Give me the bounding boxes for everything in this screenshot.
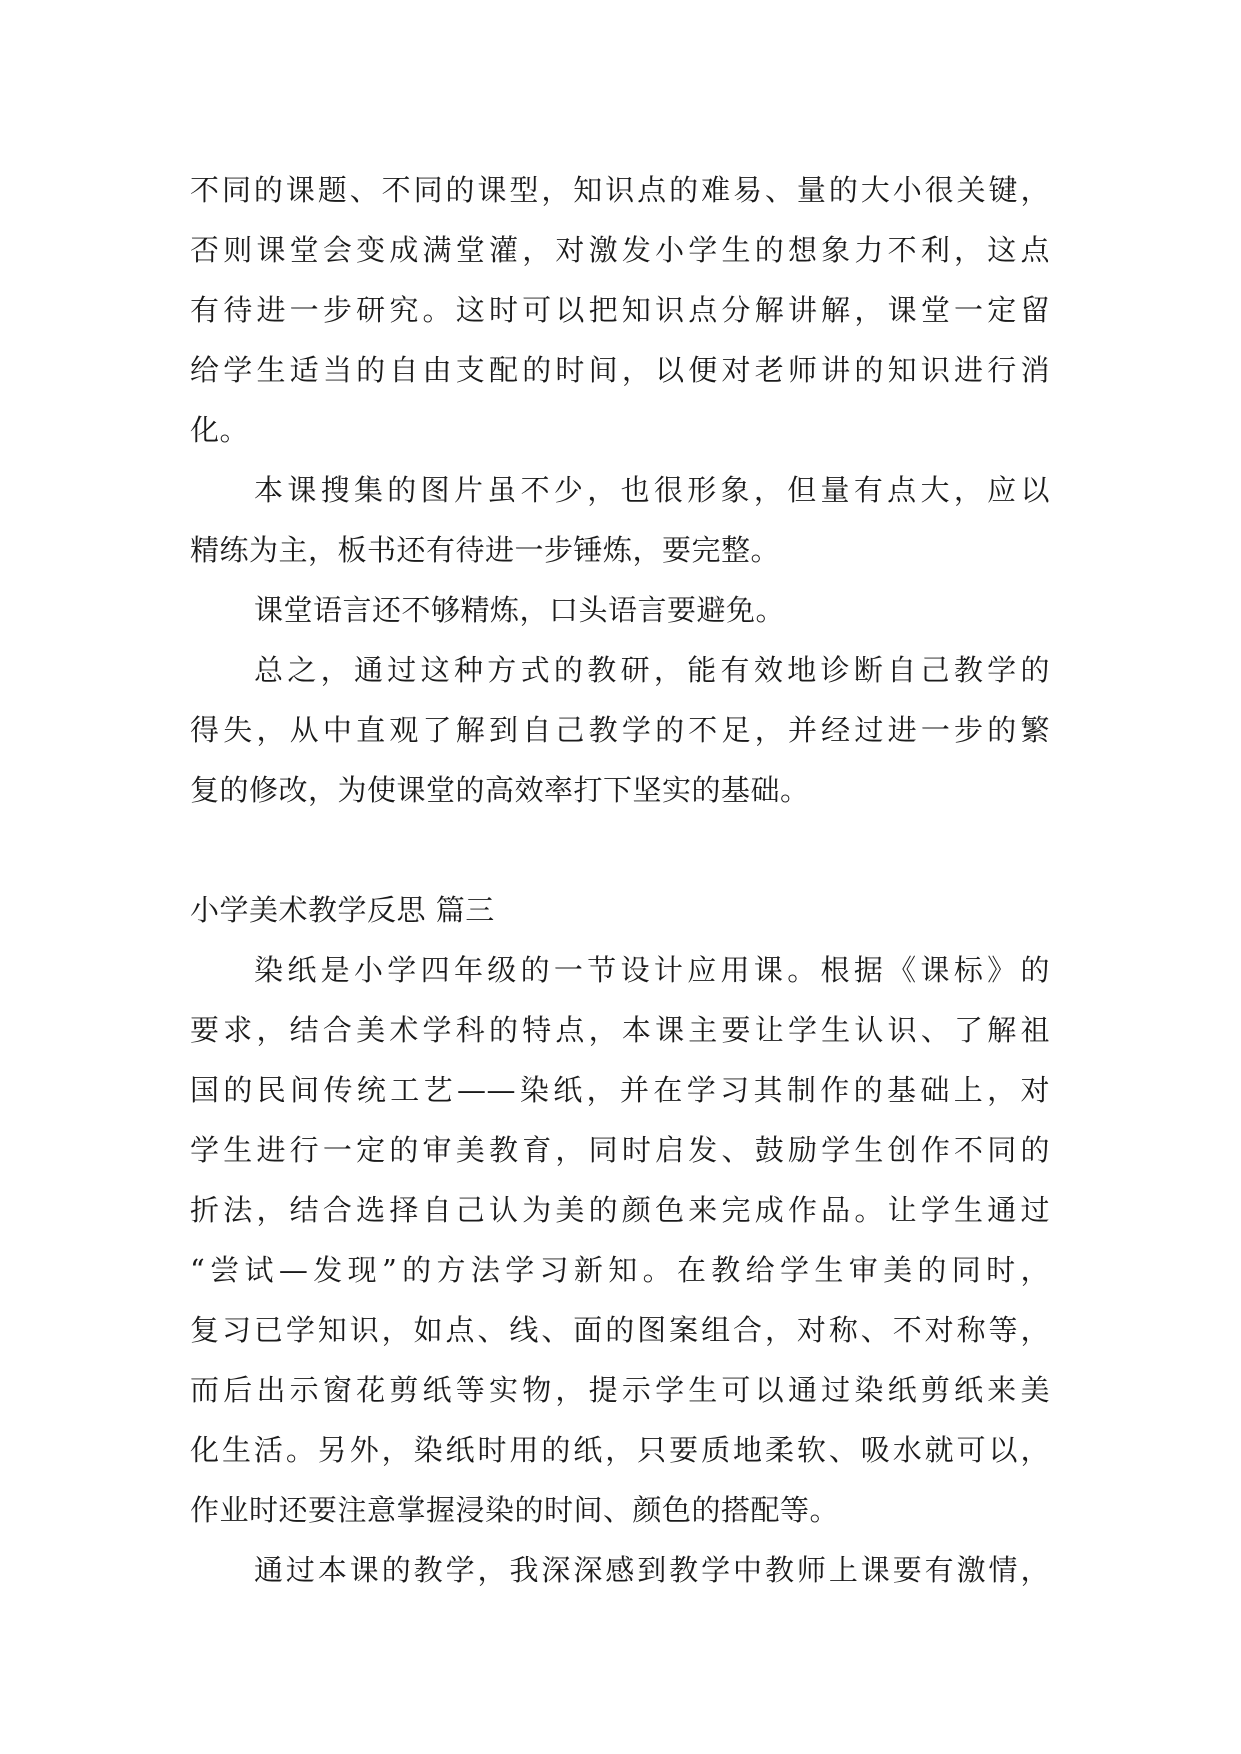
text-line: 折法，结合选择自己认为美的颜色来完成作品。让学生通过 [190, 1193, 1050, 1227]
section-heading: 小学美术教学反思 篇三 [190, 893, 495, 927]
paragraph-summary [190, 640, 1050, 820]
text-line: 通过本课的教学，我深深感到教学中教师上课要有激情， [254, 1553, 1050, 1587]
text-line: 复的修改，为使课堂的高效率打下坚实的基础。 [190, 773, 810, 807]
paragraph-passion [190, 1540, 1050, 1600]
text-line: 总之，通过这种方式的教研，能有效地诊断自己教学的 [254, 653, 1050, 687]
document-body [190, 160, 1050, 1600]
text-line: 作业时还要注意掌握浸染的时间、颜色的搭配等。 [190, 1493, 840, 1527]
text-line: 复习已学知识，如点、线、面的图案组合，对称、不对称等， [190, 1313, 1050, 1347]
text-line: 课堂语言还不够精炼，口头语言要避免。 [254, 593, 786, 627]
paragraph-language [190, 580, 1050, 640]
text-line: 而后出示窗花剪纸等实物，提示学生可以通过染纸剪纸来美 [190, 1373, 1050, 1407]
text-line: 学生进行一定的审美教育，同时启发、鼓励学生创作不同的 [190, 1133, 1050, 1167]
text-line: “尝试—发现”的方法学习新知。在教给学生审美的同时， [190, 1253, 1050, 1287]
paragraph-continued [190, 160, 1050, 460]
text-line: 染纸是小学四年级的一节设计应用课。根据《课标》的 [254, 953, 1050, 987]
text-line: 否则课堂会变成满堂灌，对激发小学生的想象力不利，这点 [190, 233, 1050, 267]
text-line: 得失，从中直观了解到自己教学的不足，并经过进一步的繁 [190, 713, 1050, 747]
paragraph-dyeing [190, 940, 1050, 1540]
text-line: 化。 [190, 413, 250, 447]
text-line: 不同的课题、不同的课型，知识点的难易、量的大小很关键， [190, 173, 1050, 207]
text-line: 给学生适当的自由支配的时间，以便对老师讲的知识进行消 [190, 353, 1050, 387]
text-line: 有待进一步研究。这时可以把知识点分解讲解，课堂一定留 [190, 293, 1050, 327]
text-line: 精练为主，板书还有待进一步锤炼，要完整。 [190, 533, 781, 567]
paragraph-pictures [190, 460, 1050, 580]
text-line: 国的民间传统工艺——染纸，并在学习其制作的基础上，对 [190, 1073, 1050, 1107]
blank-line [190, 820, 1050, 880]
text-line: 化生活。另外，染纸时用的纸，只要质地柔软、吸水就可以， [190, 1433, 1050, 1467]
text-line: 要求，结合美术学科的特点，本课主要让学生认识、了解祖 [190, 1013, 1050, 1047]
text-line: 本课搜集的图片虽不少，也很形象，但量有点大，应以 [254, 473, 1050, 507]
